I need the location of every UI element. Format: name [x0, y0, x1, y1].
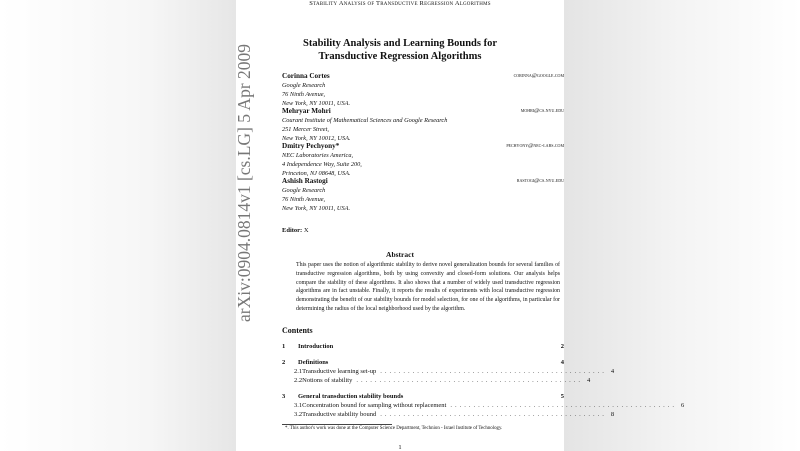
author-name: Corinna Cortes	[282, 72, 330, 80]
author-name: Dmitry Pechyony*	[282, 142, 340, 150]
page-number: 1	[398, 444, 402, 451]
toc-entry[interactable]: 2.2 Notions of stability ................................................. 4	[294, 377, 591, 384]
author-name: Ashish Rastogi	[282, 177, 328, 185]
author-email: rastogi@cs.nyu.edu	[516, 178, 564, 184]
author-email: corinna@google.com	[513, 73, 564, 79]
toc-entry[interactable]: 2 Definitions 4	[282, 359, 564, 366]
footnote: *. This author's work was done at the Computer Science Department, Technion - Israel Institute of Technology.	[285, 426, 503, 431]
paper-title-line-1: Stability Analysis and Learning Bounds for	[302, 38, 497, 49]
paper-page	[234, 0, 685, 451]
toc-entry[interactable]: 3.1 Concentration bound for sampling without replacement ................................................. 6	[294, 402, 685, 409]
abstract-heading: Abstract	[386, 250, 414, 259]
toc-entry[interactable]: 2.1 Transductive learning set-up ................................................. 4	[294, 368, 615, 375]
contents-heading: Contents	[282, 326, 313, 335]
editor-line: Editor: X	[282, 227, 309, 234]
abstract-text: This paper uses the notion of algorithmic stability to derive novel generalization bounds for several families of transductive regression algorithms, both by using convexity and closed-form solutions. Our analysis helps compare the stability of these algorithms. It also shows that a number of widely used transductive regression algorithms are in fact unstable. Finally, it reports the results of experiments with local transductive regression demonstrating the benefit of our stability bounds for model selection, for one of the algorithms, in particular for determining the radius of the local neighborhood used by the algorithm.	[296, 262, 560, 312]
author-name: Mehryar Mohri	[282, 107, 331, 115]
author-affiliation: Google Research 76 Ninth Avenue, New York, NY 10011, USA.	[282, 187, 351, 212]
toc-entry[interactable]: 1 Introduction 2	[282, 343, 564, 350]
paper-title-line-2: Transductive Regression Algorithms	[318, 51, 482, 62]
author-email: mohri@cs.nyu.edu	[520, 108, 564, 114]
author-affiliation: Courant Institute of Mathematical Sciences and Google Research 251 Mercer Street, New York, NY 10012, USA.	[282, 117, 448, 142]
author-affiliation: NEC Laboratories America, 4 Independence Way, Suite 200, Princeton, NJ 08648, USA.	[282, 152, 362, 177]
author-affiliation: Google Research 76 Ninth Avenue, New York, NY 10011, USA.	[282, 82, 351, 107]
author-email: pechyony@nec-labs.com	[506, 143, 564, 149]
toc-entry[interactable]: 3.2 Transductive stability bound ................................................. 8	[294, 411, 615, 418]
footnote-rule	[282, 424, 392, 425]
running-header: Stability Analysis of Transductive Regression Algorithms	[309, 0, 491, 7]
toc-entry[interactable]: 3 General transduction stability bounds 5	[282, 393, 564, 400]
arxiv-stamp: arXiv:0904.0814v1 [cs.LG] 5 Apr 2009	[234, 43, 254, 322]
